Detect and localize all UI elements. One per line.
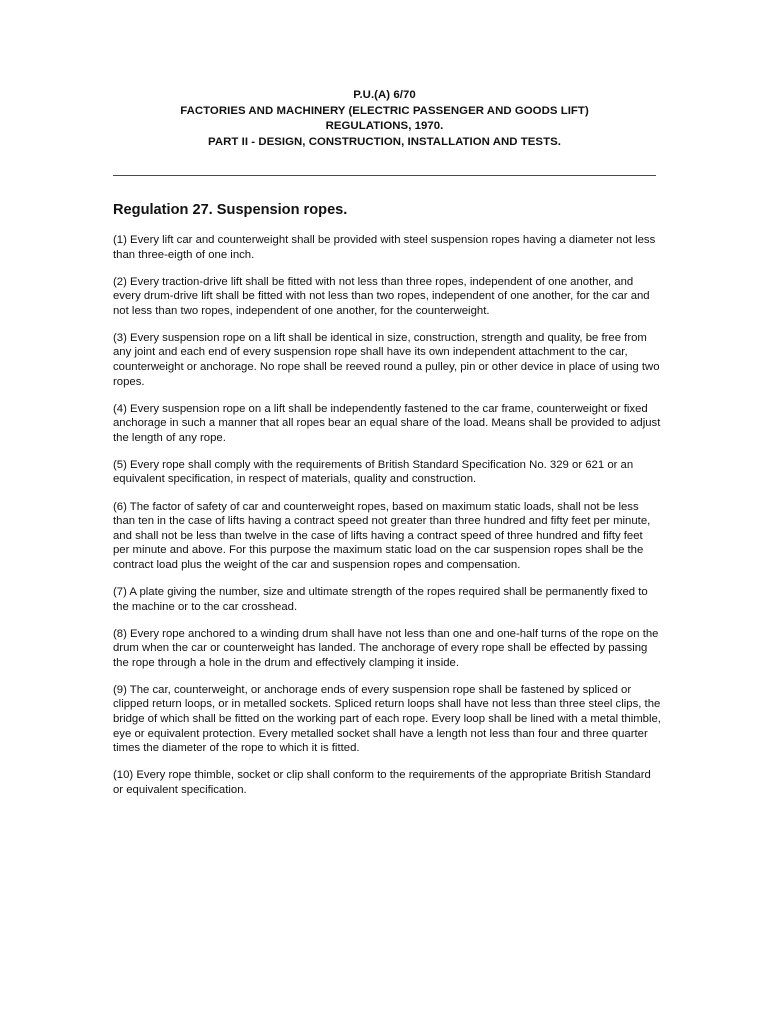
regulation-title: Regulation 27. Suspension ropes. <box>113 202 348 218</box>
paragraph-5: (5) Every rope shall comply with the requirements of British Standard Specification No. 329 or 621 or an equivalent specification, in respect of materials, quality and construction. <box>113 458 634 486</box>
part-title: PART II - DESIGN, CONSTRUCTION, INSTALLATION AND TESTS. <box>208 135 561 148</box>
paragraph-6: (6) The factor of safety of car and counterweight ropes, based on maximum static loads, shall not be less than ten in the case of lifts having a contract speed not greater than three hundred and fifty feet per minute, and shall not be less than twelve in the case of lifts having a contract speed of three hundred and fifty feet per minute and above. For this purpose the maximum static load on the car suspension ropes shall be the contract load plus the weight of the car and suspension ropes and compensation. <box>113 500 651 571</box>
document-header <box>113 88 656 150</box>
regulation-body <box>113 233 661 810</box>
act-title: FACTORIES AND MACHINERY (ELECTRIC PASSENGER AND GOODS LIFT) <box>180 104 589 117</box>
regulations-year: REGULATIONS, 1970. <box>325 120 444 133</box>
regulation-reference: P.U.(A) 6/70 <box>353 89 416 101</box>
paragraph-4: (4) Every suspension rope on a lift shall be independently fastened to the car frame, counterweight or fixed anchorage in such a manner that all ropes bear an equal share of the load. Means shall be provided to adjust the length of any rope. <box>113 402 661 444</box>
paragraph-3: (3) Every suspension rope on a lift shall be identical in size, construction, strength and quality, be free from any joint and each end of every suspension rope shall have its own independent attachment to the car, counterweight or anchorage. No rope shall be reeved round a pulley, pin or other device in place of using two ropes. <box>113 331 660 388</box>
paragraph-9: (9) The car, counterweight, or anchorage ends of every suspension rope shall be fastened by spliced or clipped return loops, or in metalled sockets. Spliced return loops shall have not less than three steel clips, the bridge of which shall be fitted on the working part of each rope. Every loop shall be lined with a metal thimble, eye or equivalent protection. Every metalled socket shall have a length not less than four and three quarter times the diameter of the rope to which it is fitted. <box>113 683 661 755</box>
header-divider <box>113 175 656 176</box>
paragraph-10: (10) Every rope thimble, socket or clip shall conform to the requirements of the appropriate British Standard or equivalent specification. <box>113 769 651 796</box>
paragraph-2: (2) Every traction-drive lift shall be fitted with not less than three ropes, independent of one another, and every drum-drive lift shall be fitted with not less than two ropes, independent of one another, for the car and not less than two ropes, independent of one another, for the counterweight. <box>113 275 650 317</box>
paragraph-8: (8) Every rope anchored to a winding drum shall have not less than one and one-half turns of the rope on the drum when the car or counterweight has landed. The anchorage of every rope shall be effected by passing the rope through a hole in the drum and effectively clamping it inside. <box>113 627 659 669</box>
paragraph-1: (1) Every lift car and counterweight shall be provided with steel suspension ropes having a diameter not less than three-eigth of one inch. <box>113 234 656 261</box>
paragraph-7: (7) A plate giving the number, size and ultimate strength of the ropes required shall be permanently fixed to the machine or to the car crosshead. <box>113 585 648 613</box>
